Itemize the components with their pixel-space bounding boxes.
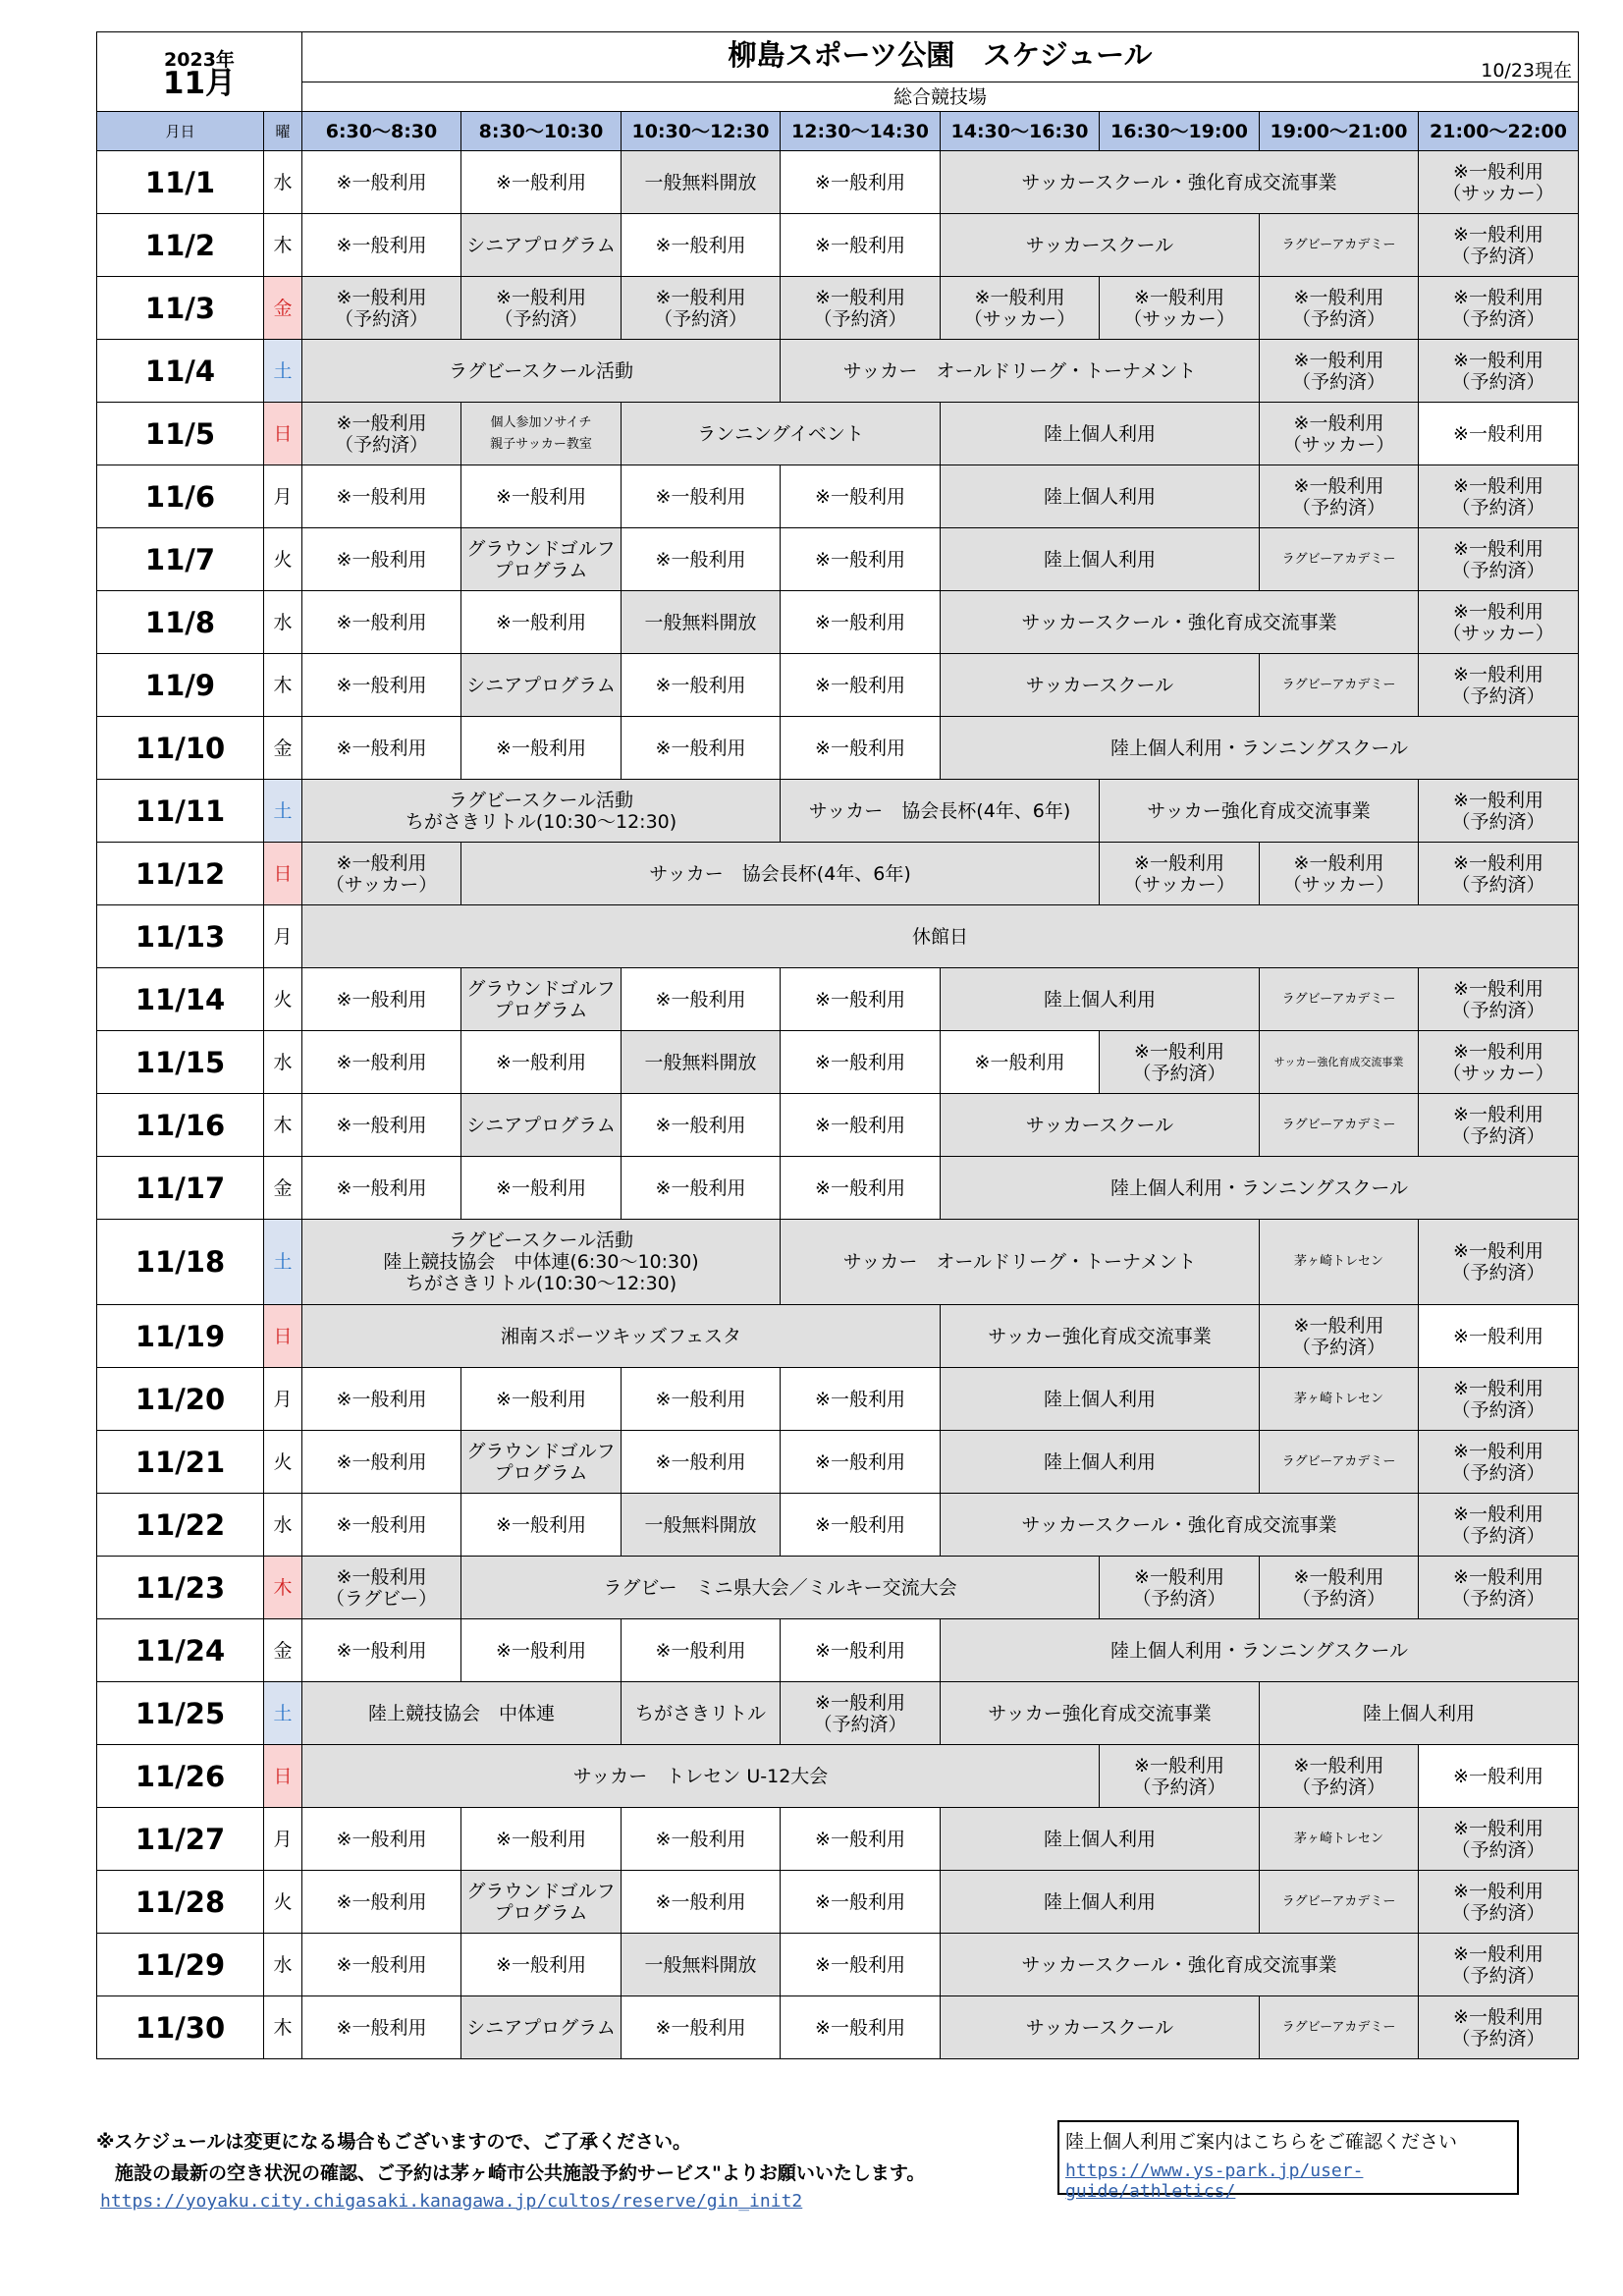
weekday-cell: 木 [264, 1557, 302, 1619]
change-notice: ※スケジュールは変更になる場合もございますので、ご了承ください。 [96, 2131, 691, 2153]
athletics-info-box [1057, 2120, 1519, 2202]
schedule-row [97, 843, 1579, 905]
weekday-cell: 月 [264, 905, 302, 968]
date-cell: 11/6 [97, 465, 264, 528]
schedule-cell: サッカースクール [941, 1996, 1260, 2059]
schedule-cell: ※一般利用 [781, 1094, 941, 1157]
schedule-row [97, 1094, 1579, 1157]
year-label: 2023年 [164, 49, 235, 71]
schedule-cell: ※一般利用 [781, 654, 941, 717]
schedule-cell: ※一般利用 （予約済） [1419, 1220, 1579, 1305]
schedule-cell: 一般無料開放 [622, 151, 781, 214]
weekday-cell: 木 [264, 214, 302, 277]
schedule-cell: ※一般利用 [302, 1871, 461, 1934]
schedule-cell: ※一般利用 [302, 214, 461, 277]
schedule-row [97, 1871, 1579, 1934]
weekday-cell: 月 [264, 1368, 302, 1431]
column-header-date: 月日 [97, 112, 264, 151]
schedule-cell: サッカースクール・強化育成交流事業 [941, 1494, 1419, 1557]
weekday-cell: 土 [264, 780, 302, 843]
schedule-row [97, 403, 1579, 465]
schedule-cell: ※一般利用 （予約済） [1419, 1094, 1579, 1157]
schedule-cell: 一般無料開放 [622, 1934, 781, 1996]
month-label: 11月 [162, 66, 237, 101]
schedule-cell: 陸上個人利用 [941, 968, 1260, 1031]
date-cell: 11/4 [97, 340, 264, 403]
schedule-cell: サッカー オールドリーグ・トーナメント [781, 340, 1260, 403]
schedule-row [97, 465, 1579, 528]
schedule-row [97, 1368, 1579, 1431]
schedule-cell: ※一般利用 [461, 465, 622, 528]
schedule-cell: ※一般利用 [781, 1431, 941, 1494]
schedule-cell: 一般無料開放 [622, 1494, 781, 1557]
schedule-cell: ※一般利用 （予約済） [1260, 1745, 1419, 1808]
schedule-cell: サッカースクール・強化育成交流事業 [941, 591, 1419, 654]
schedule-row [97, 340, 1579, 403]
reservation-notice: 施設の最新の空き状況の確認、ご予約は茅ヶ崎市公共施設予約サービス"よりお願いいたします。 [96, 2162, 926, 2184]
schedule-cell: ※一般利用 [622, 1871, 781, 1934]
weekday-cell: 日 [264, 403, 302, 465]
schedule-cell: ※一般利用 [302, 1934, 461, 1996]
schedule-cell: ※一般利用 [302, 591, 461, 654]
schedule-cell: ※一般利用 （予約済） [1419, 214, 1579, 277]
date-cell: 11/2 [97, 214, 264, 277]
as-of-date: 10/23現在 [1481, 60, 1572, 82]
column-header-slot: 16:30～19:00 [1100, 112, 1260, 151]
schedule-row [97, 905, 1579, 968]
schedule-row [97, 528, 1579, 591]
column-header-slot: 19:00～21:00 [1260, 112, 1419, 151]
column-header-slot: 10:30～12:30 [622, 112, 781, 151]
column-header-slot: 8:30～10:30 [461, 112, 622, 151]
schedule-row [97, 151, 1579, 214]
schedule-cell: ※一般利用 （サッカー） [1260, 403, 1419, 465]
schedule-cell: 個人参加ソサイチ 親子サッカー教室 [461, 403, 622, 465]
schedule-cell: ※一般利用 [781, 591, 941, 654]
schedule-cell: ※一般利用 （予約済） [1419, 780, 1579, 843]
schedule-cell: ラグビースクール活動 [302, 340, 781, 403]
schedule-cell: ※一般利用 [461, 1368, 622, 1431]
schedule-cell: ※一般利用 （サッカー） [1419, 1031, 1579, 1094]
schedule-cell: ※一般利用 [781, 1157, 941, 1220]
schedule-cell: ※一般利用 [781, 1368, 941, 1431]
date-cell: 11/29 [97, 1934, 264, 1996]
date-cell: 11/12 [97, 843, 264, 905]
athletics-guide-link[interactable]: https://www.ys-park.jp/user-guide/athletics/ [1065, 2160, 1364, 2202]
title-cell [302, 32, 1579, 82]
date-cell: 11/16 [97, 1094, 264, 1157]
schedule-cell: ※一般利用 [461, 151, 622, 214]
schedule-row [97, 1431, 1579, 1494]
schedule-cell: ※一般利用 [302, 1808, 461, 1871]
schedule-cell: ※一般利用 [302, 151, 461, 214]
schedule-cell: 陸上個人利用 [941, 1871, 1260, 1934]
schedule-cell: ※一般利用 [622, 654, 781, 717]
date-cell: 11/17 [97, 1157, 264, 1220]
schedule-cell: 陸上個人利用 [941, 528, 1260, 591]
date-cell: 11/8 [97, 591, 264, 654]
weekday-cell: 火 [264, 1431, 302, 1494]
date-cell: 11/28 [97, 1871, 264, 1934]
weekday-cell: 土 [264, 1220, 302, 1305]
schedule-cell: ※一般利用 （予約済） [1260, 465, 1419, 528]
schedule-cell: ※一般利用 [302, 1494, 461, 1557]
schedule-cell: ※一般利用 [461, 1619, 622, 1682]
weekday-cell: 水 [264, 591, 302, 654]
schedule-cell: ラグビーアカデミー [1260, 1996, 1419, 2059]
date-cell: 11/26 [97, 1745, 264, 1808]
date-cell: 11/11 [97, 780, 264, 843]
schedule-cell: ラグビースクール活動 ちがさきリトル(10:30～12:30) [302, 780, 781, 843]
weekday-cell: 土 [264, 340, 302, 403]
date-cell: 11/14 [97, 968, 264, 1031]
schedule-row [97, 1494, 1579, 1557]
schedule-cell: ※一般利用 （予約済） [1419, 1557, 1579, 1619]
schedule-cell: ※一般利用 （予約済） [461, 277, 622, 340]
weekday-cell: 日 [264, 1745, 302, 1808]
weekday-cell: 火 [264, 968, 302, 1031]
schedule-row [97, 1996, 1579, 2059]
schedule-cell: ※一般利用 [302, 1094, 461, 1157]
date-cell: 11/19 [97, 1305, 264, 1368]
schedule-cell: ※一般利用 [461, 717, 622, 780]
weekday-cell: 金 [264, 277, 302, 340]
schedule-cell: ※一般利用 [622, 528, 781, 591]
schedule-cell: シニアプログラム [461, 214, 622, 277]
schedule-cell: ※一般利用 （予約済） [1419, 843, 1579, 905]
schedule-cell: サッカースクール [941, 1094, 1260, 1157]
schedule-cell: ※一般利用 （予約済） [1419, 1431, 1579, 1494]
schedule-cell: 陸上個人利用 [941, 1368, 1260, 1431]
schedule-cell: ラグビーアカデミー [1260, 654, 1419, 717]
schedule-cell: ラグビー ミニ県大会／ミルキー交流大会 [461, 1557, 1100, 1619]
schedule-row [97, 1808, 1579, 1871]
schedule-row [97, 1157, 1579, 1220]
schedule-cell: ランニングイベント [622, 403, 941, 465]
weekday-cell: 木 [264, 654, 302, 717]
schedule-cell: ※一般利用 （予約済） [1100, 1745, 1260, 1808]
schedule-cell: ※一般利用 [302, 1368, 461, 1431]
date-cell: 11/3 [97, 277, 264, 340]
schedule-cell: ラグビーアカデミー [1260, 968, 1419, 1031]
date-cell: 11/13 [97, 905, 264, 968]
facility-name: 総合競技場 [302, 82, 1579, 112]
schedule-cell: ※一般利用 [1419, 1305, 1579, 1368]
schedule-cell: 陸上個人利用 [1260, 1682, 1579, 1745]
schedule-cell: 陸上個人利用 [941, 465, 1260, 528]
schedule-cell: 茅ヶ崎トレセン [1260, 1220, 1419, 1305]
schedule-cell: ※一般利用 （予約済） [1419, 277, 1579, 340]
schedule-cell: ※一般利用 [781, 717, 941, 780]
schedule-cell: サッカー 協会長杯(4年、6年) [781, 780, 1100, 843]
schedule-cell: ※一般利用 [302, 1157, 461, 1220]
schedule-cell: ※一般利用 [781, 1619, 941, 1682]
schedule-cell: ※一般利用 （予約済） [1419, 1494, 1579, 1557]
date-cell: 11/24 [97, 1619, 264, 1682]
column-header-slot: 6:30～8:30 [302, 112, 461, 151]
schedule-cell: ※一般利用 （予約済） [781, 1682, 941, 1745]
reservation-link[interactable]: https://yoyaku.city.chigasaki.kanagawa.jp/cultos/reserve/gin_init2 [100, 2191, 803, 2212]
schedule-row [97, 214, 1579, 277]
weekday-cell: 月 [264, 465, 302, 528]
schedule-cell: ※一般利用 [781, 1494, 941, 1557]
schedule-cell: サッカー強化育成交流事業 [1100, 780, 1419, 843]
page-title: 柳島スポーツ公園 スケジュール [728, 38, 1153, 72]
weekday-cell: 金 [264, 1619, 302, 1682]
date-cell: 11/15 [97, 1031, 264, 1094]
schedule-row [97, 1305, 1579, 1368]
column-header-dow: 曜 [264, 112, 302, 151]
schedule-cell: ※一般利用 （予約済） [1419, 654, 1579, 717]
date-cell: 11/5 [97, 403, 264, 465]
date-cell: 11/9 [97, 654, 264, 717]
schedule-cell: ※一般利用 [622, 1619, 781, 1682]
weekday-cell: 火 [264, 1871, 302, 1934]
schedule-row [97, 654, 1579, 717]
date-cell: 11/20 [97, 1368, 264, 1431]
schedule-cell: 陸上競技協会 中体連 [302, 1682, 622, 1745]
schedule-cell: ※一般利用 [781, 1996, 941, 2059]
schedule-cell: サッカー オールドリーグ・トーナメント [781, 1220, 1260, 1305]
schedule-row [97, 1220, 1579, 1305]
schedule-cell: ※一般利用 （予約済） [622, 277, 781, 340]
schedule-row [97, 1745, 1579, 1808]
schedule-cell: 陸上個人利用 [941, 403, 1260, 465]
schedule-cell: サッカースクール [941, 214, 1260, 277]
schedule-cell: ※一般利用 [622, 465, 781, 528]
schedule-row [97, 1682, 1579, 1745]
schedule-cell: 茅ヶ崎トレセン [1260, 1808, 1419, 1871]
date-cell: 11/7 [97, 528, 264, 591]
schedule-cell: グラウンドゴルフ プログラム [461, 968, 622, 1031]
schedule-cell: ※一般利用 （予約済） [781, 277, 941, 340]
schedule-row [97, 968, 1579, 1031]
schedule-cell: ※一般利用 [461, 1934, 622, 1996]
schedule-row [97, 717, 1579, 780]
schedule-cell: ※一般利用 [302, 654, 461, 717]
schedule-row [97, 277, 1579, 340]
schedule-cell: ※一般利用 （予約済） [1260, 1305, 1419, 1368]
schedule-cell: ※一般利用 （サッカー） [941, 277, 1100, 340]
column-header-slot: 14:30～16:30 [941, 112, 1100, 151]
schedule-cell: シニアプログラム [461, 654, 622, 717]
schedule-cell: 湘南スポーツキッズフェスタ [302, 1305, 941, 1368]
weekday-cell: 水 [264, 1031, 302, 1094]
schedule-cell: ※一般利用 [781, 214, 941, 277]
weekday-cell: 日 [264, 1305, 302, 1368]
schedule-cell: ※一般利用 [461, 591, 622, 654]
athletics-info-label: 陸上個人利用ご案内はこちらをご確認ください [1065, 2131, 1458, 2153]
schedule-cell: ちがさきリトル [622, 1682, 781, 1745]
date-cell: 11/21 [97, 1431, 264, 1494]
schedule-cell: ※一般利用 [622, 717, 781, 780]
schedule-cell: ※一般利用 （サッカー） [302, 843, 461, 905]
schedule-cell: ※一般利用 [622, 968, 781, 1031]
schedule-cell: ※一般利用 （サッカー） [1419, 151, 1579, 214]
date-cell: 11/30 [97, 1996, 264, 2059]
schedule-cell: 陸上個人利用 [941, 1431, 1260, 1494]
schedule-cell: 一般無料開放 [622, 591, 781, 654]
schedule-cell: ※一般利用 [622, 1808, 781, 1871]
schedule-cell: 陸上個人利用 [941, 1808, 1260, 1871]
weekday-cell: 金 [264, 1157, 302, 1220]
schedule-cell: ※一般利用 （予約済） [302, 277, 461, 340]
schedule-cell: ※一般利用 [461, 1031, 622, 1094]
schedule-cell: ラグビーアカデミー [1260, 528, 1419, 591]
column-header-slot: 12:30～14:30 [781, 112, 941, 151]
schedule-cell: ※一般利用 [302, 1431, 461, 1494]
schedule-cell: ※一般利用 [781, 1871, 941, 1934]
date-cell: 11/1 [97, 151, 264, 214]
date-cell: 11/27 [97, 1808, 264, 1871]
column-header-slot: 21:00～22:00 [1419, 112, 1579, 151]
schedule-cell: ※一般利用 [461, 1157, 622, 1220]
schedule-cell: ※一般利用 [622, 1157, 781, 1220]
schedule-cell: 一般無料開放 [622, 1031, 781, 1094]
schedule-cell: ※一般利用 （予約済） [1260, 340, 1419, 403]
schedule-cell: ラグビースクール活動 陸上競技協会 中体連(6:30～10:30) ちがさきリトル(10:30～12:30) [302, 1220, 781, 1305]
schedule-cell: ※一般利用 （予約済） [1100, 1557, 1260, 1619]
schedule-cell: ※一般利用 （サッカー） [1419, 591, 1579, 654]
weekday-cell: 木 [264, 1996, 302, 2059]
schedule-cell: ラグビーアカデミー [1260, 214, 1419, 277]
schedule-cell: ※一般利用 （ラグビー） [302, 1557, 461, 1619]
date-cell: 11/18 [97, 1220, 264, 1305]
schedule-cell: サッカー強化育成交流事業 [941, 1305, 1260, 1368]
weekday-cell: 火 [264, 528, 302, 591]
schedule-cell: ※一般利用 （予約済） [1260, 277, 1419, 340]
schedule-cell: サッカー強化育成交流事業 [941, 1682, 1260, 1745]
schedule-cell: ※一般利用 （予約済） [1419, 1934, 1579, 1996]
weekday-cell: 土 [264, 1682, 302, 1745]
schedule-cell: ※一般利用 [622, 1996, 781, 2059]
schedule-cell: ※一般利用 [302, 1996, 461, 2059]
date-cell: 11/10 [97, 717, 264, 780]
weekday-cell: 水 [264, 1934, 302, 1996]
schedule-cell: ※一般利用 [302, 1619, 461, 1682]
schedule-cell: ※一般利用 [781, 528, 941, 591]
schedule-row [97, 1557, 1579, 1619]
schedule-cell: ※一般利用 （サッカー） [1100, 277, 1260, 340]
schedule-cell: ※一般利用 [302, 968, 461, 1031]
schedule-cell: ※一般利用 [781, 1808, 941, 1871]
schedule-cell: ※一般利用 [941, 1031, 1100, 1094]
schedule-cell: ※一般利用 （予約済） [1419, 1808, 1579, 1871]
schedule-cell: サッカースクール [941, 654, 1260, 717]
schedule-cell: ※一般利用 （予約済） [1419, 528, 1579, 591]
schedule-cell: ※一般利用 [622, 1368, 781, 1431]
schedule-cell: ※一般利用 （予約済） [1419, 1368, 1579, 1431]
weekday-cell: 月 [264, 1808, 302, 1871]
schedule-cell: ※一般利用 [781, 151, 941, 214]
schedule-cell: 休館日 [302, 905, 1579, 968]
schedule-cell: ※一般利用 （予約済） [1419, 1871, 1579, 1934]
schedule-row [97, 1031, 1579, 1094]
weekday-cell: 日 [264, 843, 302, 905]
schedule-cell: ※一般利用 [302, 465, 461, 528]
schedule-cell: ※一般利用 [302, 1031, 461, 1094]
schedule-row [97, 1934, 1579, 1996]
schedule-cell: グラウンドゴルフ プログラム [461, 528, 622, 591]
schedule-cell: ※一般利用 [781, 1031, 941, 1094]
schedule-cell: ※一般利用 [302, 717, 461, 780]
schedule-cell: ※一般利用 [1419, 403, 1579, 465]
schedule-cell: サッカー 協会長杯(4年、6年) [461, 843, 1100, 905]
schedule-row [97, 780, 1579, 843]
schedule-cell: シニアプログラム [461, 1094, 622, 1157]
schedule-cell: 陸上個人利用・ランニングスクール [941, 1619, 1579, 1682]
schedule-cell: ※一般利用 [622, 214, 781, 277]
schedule-cell: ※一般利用 （予約済） [1260, 1557, 1419, 1619]
schedule-cell: ※一般利用 [622, 1431, 781, 1494]
schedule-cell: グラウンドゴルフ プログラム [461, 1431, 622, 1494]
schedule-cell: ※一般利用 [461, 1494, 622, 1557]
schedule-cell: ※一般利用 （予約済） [1419, 340, 1579, 403]
schedule-cell: ※一般利用 （予約済） [1419, 1996, 1579, 2059]
schedule-cell: ラグビーアカデミー [1260, 1094, 1419, 1157]
date-cell: 11/23 [97, 1557, 264, 1619]
schedule-cell: ラグビーアカデミー [1260, 1431, 1419, 1494]
schedule-cell: ※一般利用 （サッカー） [1100, 843, 1260, 905]
schedule-cell: ※一般利用 [781, 465, 941, 528]
weekday-cell: 水 [264, 151, 302, 214]
schedule-cell: 陸上個人利用・ランニングスクール [941, 1157, 1579, 1220]
schedule-row [97, 1619, 1579, 1682]
schedule-cell: グラウンドゴルフ プログラム [461, 1871, 622, 1934]
schedule-cell: ※一般利用 （予約済） [1419, 968, 1579, 1031]
date-cell: 11/22 [97, 1494, 264, 1557]
schedule-cell: ※一般利用 （予約済） [1100, 1031, 1260, 1094]
schedule-cell: ※一般利用 （予約済） [1419, 465, 1579, 528]
weekday-cell: 水 [264, 1494, 302, 1557]
schedule-cell: ラグビーアカデミー [1260, 1871, 1419, 1934]
schedule-cell: ※一般利用 [461, 1808, 622, 1871]
schedule-cell: 茅ヶ崎トレセン [1260, 1368, 1419, 1431]
schedule-cell: ※一般利用 （予約済） [302, 403, 461, 465]
schedule-cell: ※一般利用 [622, 1094, 781, 1157]
schedule-row [97, 591, 1579, 654]
weekday-cell: 金 [264, 717, 302, 780]
schedule-cell: ※一般利用 [781, 968, 941, 1031]
schedule-cell: シニアプログラム [461, 1996, 622, 2059]
schedule-cell: サッカースクール・強化育成交流事業 [941, 1934, 1419, 1996]
date-cell: 11/25 [97, 1682, 264, 1745]
schedule-cell: 陸上個人利用・ランニングスクール [941, 717, 1579, 780]
schedule-cell: サッカースクール・強化育成交流事業 [941, 151, 1419, 214]
schedule-cell: ※一般利用 （サッカー） [1260, 843, 1419, 905]
schedule-cell: ※一般利用 [781, 1934, 941, 1996]
month-heading [97, 32, 302, 112]
schedule-cell: サッカー トレセン U-12大会 [302, 1745, 1100, 1808]
schedule-cell: ※一般利用 [1419, 1745, 1579, 1808]
schedule-cell: サッカー強化育成交流事業 [1260, 1031, 1419, 1094]
schedule-table [96, 31, 1579, 2059]
weekday-cell: 木 [264, 1094, 302, 1157]
schedule-cell: ※一般利用 [302, 528, 461, 591]
